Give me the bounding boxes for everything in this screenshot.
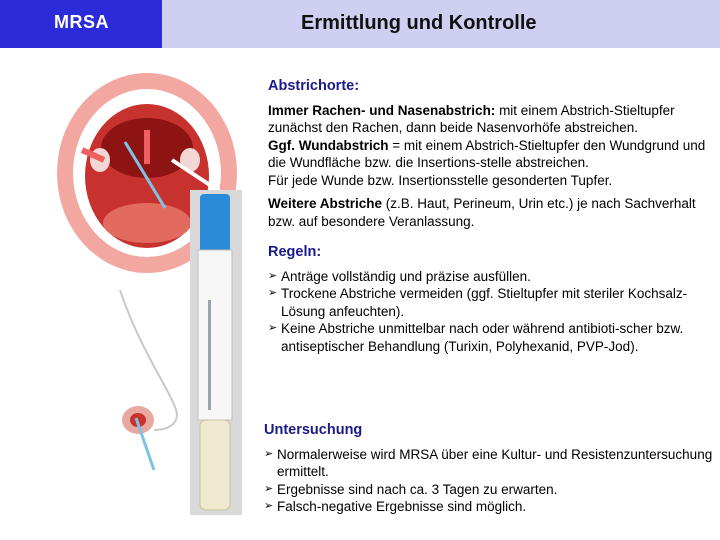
nose-illustration — [110, 290, 190, 480]
paragraph-weitere — [268, 195, 708, 230]
regeln-heading: Regeln: — [268, 244, 322, 260]
list-item: ➢ Normalerweise wird MRSA über eine Kultur- und Resistenzuntersuchung ermittelt. — [264, 446, 714, 481]
list-item: ➢ Keine Abstriche unmittelbar nach oder während antibioti-scher bzw. antiseptischer Behandlung (Turixin, Polyhexanid, PVP-Jod). — [268, 320, 708, 355]
untersuchung-list — [264, 446, 714, 516]
header-title-box — [162, 0, 720, 48]
abstrichorte-heading: Abstrichorte: — [268, 78, 360, 94]
throat-swab — [120, 140, 170, 210]
paragraph-rachen-nase — [268, 102, 708, 137]
header-section-box — [0, 0, 162, 48]
rachen-nase-text: mit einem Abstrich-Stieltupfer zunächst den Rachen, dann beide Nasenvorhöfe abstreichen. — [268, 102, 675, 135]
list-item: ➢ Ergebnisse sind nach ca. 3 Tagen zu erwarten. — [264, 481, 714, 499]
wundabstrich-text: = mit einem Abstrich-Stieltupfer den Wundgrund und die Wundfläche bzw. die Insertions-stelle abstreichen. — [268, 137, 706, 170]
swab-tube-image — [190, 190, 242, 515]
paragraph-wundabstrich — [268, 137, 708, 172]
regeln-list — [268, 268, 708, 356]
list-item: ➢ Anträge vollständig und präzise ausfüllen. — [268, 268, 708, 286]
page-title: Ermittlung und Kontrolle — [301, 12, 537, 34]
section-label: MRSA — [54, 12, 109, 32]
list-item: ➢ Trockene Abstriche vermeiden (ggf. Stieltupfer mit steriler Kochsalz-Lösung anfeuchten). — [268, 285, 708, 320]
weitere-bold: Weitere Abstriche — [268, 196, 383, 211]
paragraph-tupfer: Für jede Wunde bzw. Insertionsstelle gesonderten Tupfer. — [268, 172, 613, 188]
rachen-nase-bold: Immer Rachen- und Nasenabstrich: — [268, 102, 496, 118]
list-item: ➢ Falsch-negative Ergebnisse sind möglich. — [264, 498, 714, 516]
weitere-text: (z.B. Haut, Perineum, Urin etc.) je nach Sachverhalt bzw. auf besondere Veranlassung. — [268, 196, 696, 229]
untersuchung-heading: Untersuchung — [264, 422, 363, 438]
wundabstrich-bold: Ggf. Wundabstrich — [268, 137, 389, 153]
